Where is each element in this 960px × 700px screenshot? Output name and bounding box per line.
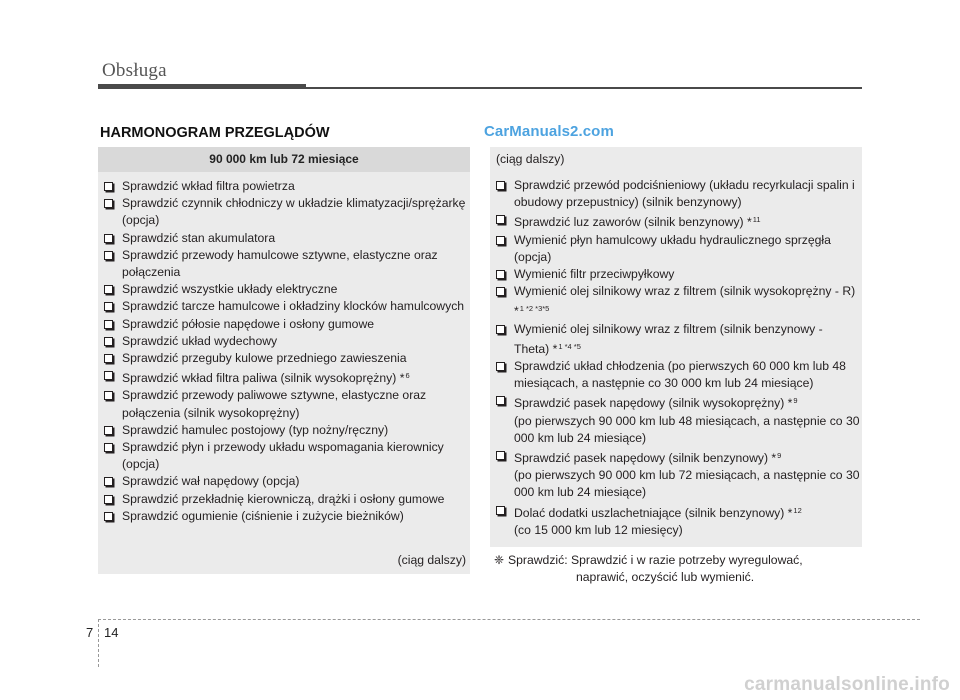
- list-item: Dolać dodatki uszlachetniające (silnik benzynowy) *$^{12}$: [494, 502, 860, 522]
- checkbox-icon: [104, 199, 113, 208]
- checkbox-icon: [104, 443, 113, 452]
- left-checklist: [102, 178, 470, 525]
- header-rule-thin: [306, 87, 862, 89]
- list-item: Sprawdzić wkład filtra powietrza: [102, 178, 470, 195]
- checkbox-icon: [104, 371, 113, 380]
- checkbox-icon: [496, 215, 505, 224]
- checkbox-icon: [496, 270, 505, 279]
- checkbox-icon: [104, 426, 113, 435]
- list-item: Sprawdzić tarcze hamulcowe i okładziny klocków hamulcowych: [102, 298, 470, 315]
- checkbox-icon: [104, 285, 113, 294]
- note-line-2: naprawić, oczyścić lub wymienić.: [576, 570, 755, 585]
- list-item: Sprawdzić przekładnię kierowniczą, drążki i osłony gumowe: [102, 491, 470, 508]
- checkbox-icon: [104, 302, 113, 311]
- maintenance-box-left: [98, 147, 470, 574]
- checkbox-icon: [496, 451, 505, 460]
- list-item: Sprawdzić pasek napędowy (silnik wysokoprężny) *$^9$: [494, 392, 860, 412]
- page-number: 14: [104, 625, 119, 640]
- continued-label: (ciąg dalszy): [397, 553, 466, 567]
- note-line-1: Sprawdzić: Sprawdzić i w razie potrzeby wyregulować,: [508, 553, 803, 567]
- checkbox-icon: [104, 234, 113, 243]
- checkbox-icon: [104, 354, 113, 363]
- checkbox-icon: [104, 495, 113, 504]
- checkbox-icon: [104, 477, 113, 486]
- header-rule-thick: [98, 84, 306, 89]
- checkbox-icon: [496, 236, 505, 245]
- footer-divider: [98, 619, 920, 620]
- list-item: Sprawdzić pasek napędowy (silnik benzynowy) *$^9$: [494, 447, 860, 467]
- right-checklist: [494, 177, 860, 539]
- list-item: Sprawdzić przeguby kulowe przedniego zawieszenia: [102, 350, 470, 367]
- list-item: Sprawdzić stan akumulatora: [102, 230, 470, 247]
- checkbox-icon: [496, 325, 505, 334]
- list-item: Sprawdzić luz zaworów (silnik benzynowy) *$^{11}$: [494, 211, 860, 231]
- list-item: Sprawdzić hamulec postojowy (typ nożny/ręczny): [102, 422, 470, 439]
- list-item-detail: (co 15 000 km lub 12 miesięcy): [514, 522, 683, 537]
- list-item: Wymienić filtr przeciwpyłkowy: [494, 266, 860, 283]
- checkbox-icon: [496, 362, 505, 371]
- footnote: [494, 552, 862, 586]
- list-item: Sprawdzić czynnik chłodniczy w układzie klimatyzacji/sprężarkę (opcja): [102, 195, 470, 229]
- watermark-footer: carmanualsonline.info: [744, 674, 950, 695]
- checkbox-icon: [496, 506, 505, 515]
- checkbox-icon: [104, 512, 113, 521]
- list-item: Sprawdzić wał napędowy (opcja): [102, 473, 470, 490]
- footer-divider-vertical: [98, 619, 99, 667]
- checkbox-icon: [104, 182, 113, 191]
- maintenance-box-right: [490, 147, 862, 547]
- list-item: Wymienić płyn hamulcowy układu hydraulicznego sprzęgła (opcja): [494, 232, 860, 266]
- checkbox-icon: [104, 320, 113, 329]
- list-item: Sprawdzić przewód podciśnieniowy (układu recyrkulacji spalin i obudowy przepustnicy) (silnik benzynowy): [494, 177, 860, 211]
- checkbox-icon: [496, 287, 505, 296]
- list-item: Sprawdzić układ wydechowy: [102, 333, 470, 350]
- watermark-top: CarManuals2.com: [484, 123, 614, 140]
- chapter-number: 7: [86, 625, 94, 640]
- list-item: Sprawdzić wkład filtra paliwa (silnik wysokoprężny) *$^6$: [102, 367, 470, 387]
- list-item: Sprawdzić przewody hamulcowe sztywne, elastyczne oraz połączenia: [102, 247, 470, 281]
- checkbox-icon: [104, 391, 113, 400]
- section-title: Obsługa: [102, 60, 167, 81]
- interval-header: 90 000 km lub 72 miesiące: [98, 147, 470, 172]
- checkbox-icon: [104, 251, 113, 260]
- list-item: Sprawdzić płyn i przewody układu wspomagania kierownicy (opcja): [102, 439, 470, 473]
- page-heading: HARMONOGRAM PRZEGLĄDÓW: [100, 125, 330, 141]
- list-item-detail: (po pierwszych 90 000 km lub 48 miesiącach, a następnie co 30 000 km lub 24 miesiące): [514, 413, 860, 445]
- list-item: Sprawdzić przewody paliwowe sztywne, elastyczne oraz połączenia (silnik wysokoprężny): [102, 387, 470, 421]
- note-mark-icon: ❈: [494, 553, 505, 567]
- checkbox-icon: [104, 337, 113, 346]
- list-item: Wymienić olej silnikowy wraz z filtrem (silnik benzynowy - Theta) *$^{1 *4 *5}$: [494, 321, 860, 358]
- checkbox-icon: [496, 181, 505, 190]
- list-item: Sprawdzić układ chłodzenia (po pierwszych 60 000 km lub 48 miesiącach, a następnie co 30 000 km lub 24 miesiące): [494, 358, 860, 392]
- continued-label: (ciąg dalszy): [496, 152, 565, 166]
- list-item: Sprawdzić ogumienie (ciśnienie i zużycie bieżników): [102, 508, 470, 525]
- list-item: Sprawdzić półosie napędowe i osłony gumowe: [102, 316, 470, 333]
- list-item: Sprawdzić wszystkie układy elektryczne: [102, 281, 470, 298]
- list-item: Wymienić olej silnikowy wraz z filtrem (silnik wysokoprężny - R) *$^{1 *2 *3*5}$: [494, 283, 860, 320]
- list-item-detail: (po pierwszych 90 000 km lub 72 miesiącach, a następnie co 30 000 km lub 24 miesiące): [514, 468, 860, 500]
- checkbox-icon: [496, 396, 505, 405]
